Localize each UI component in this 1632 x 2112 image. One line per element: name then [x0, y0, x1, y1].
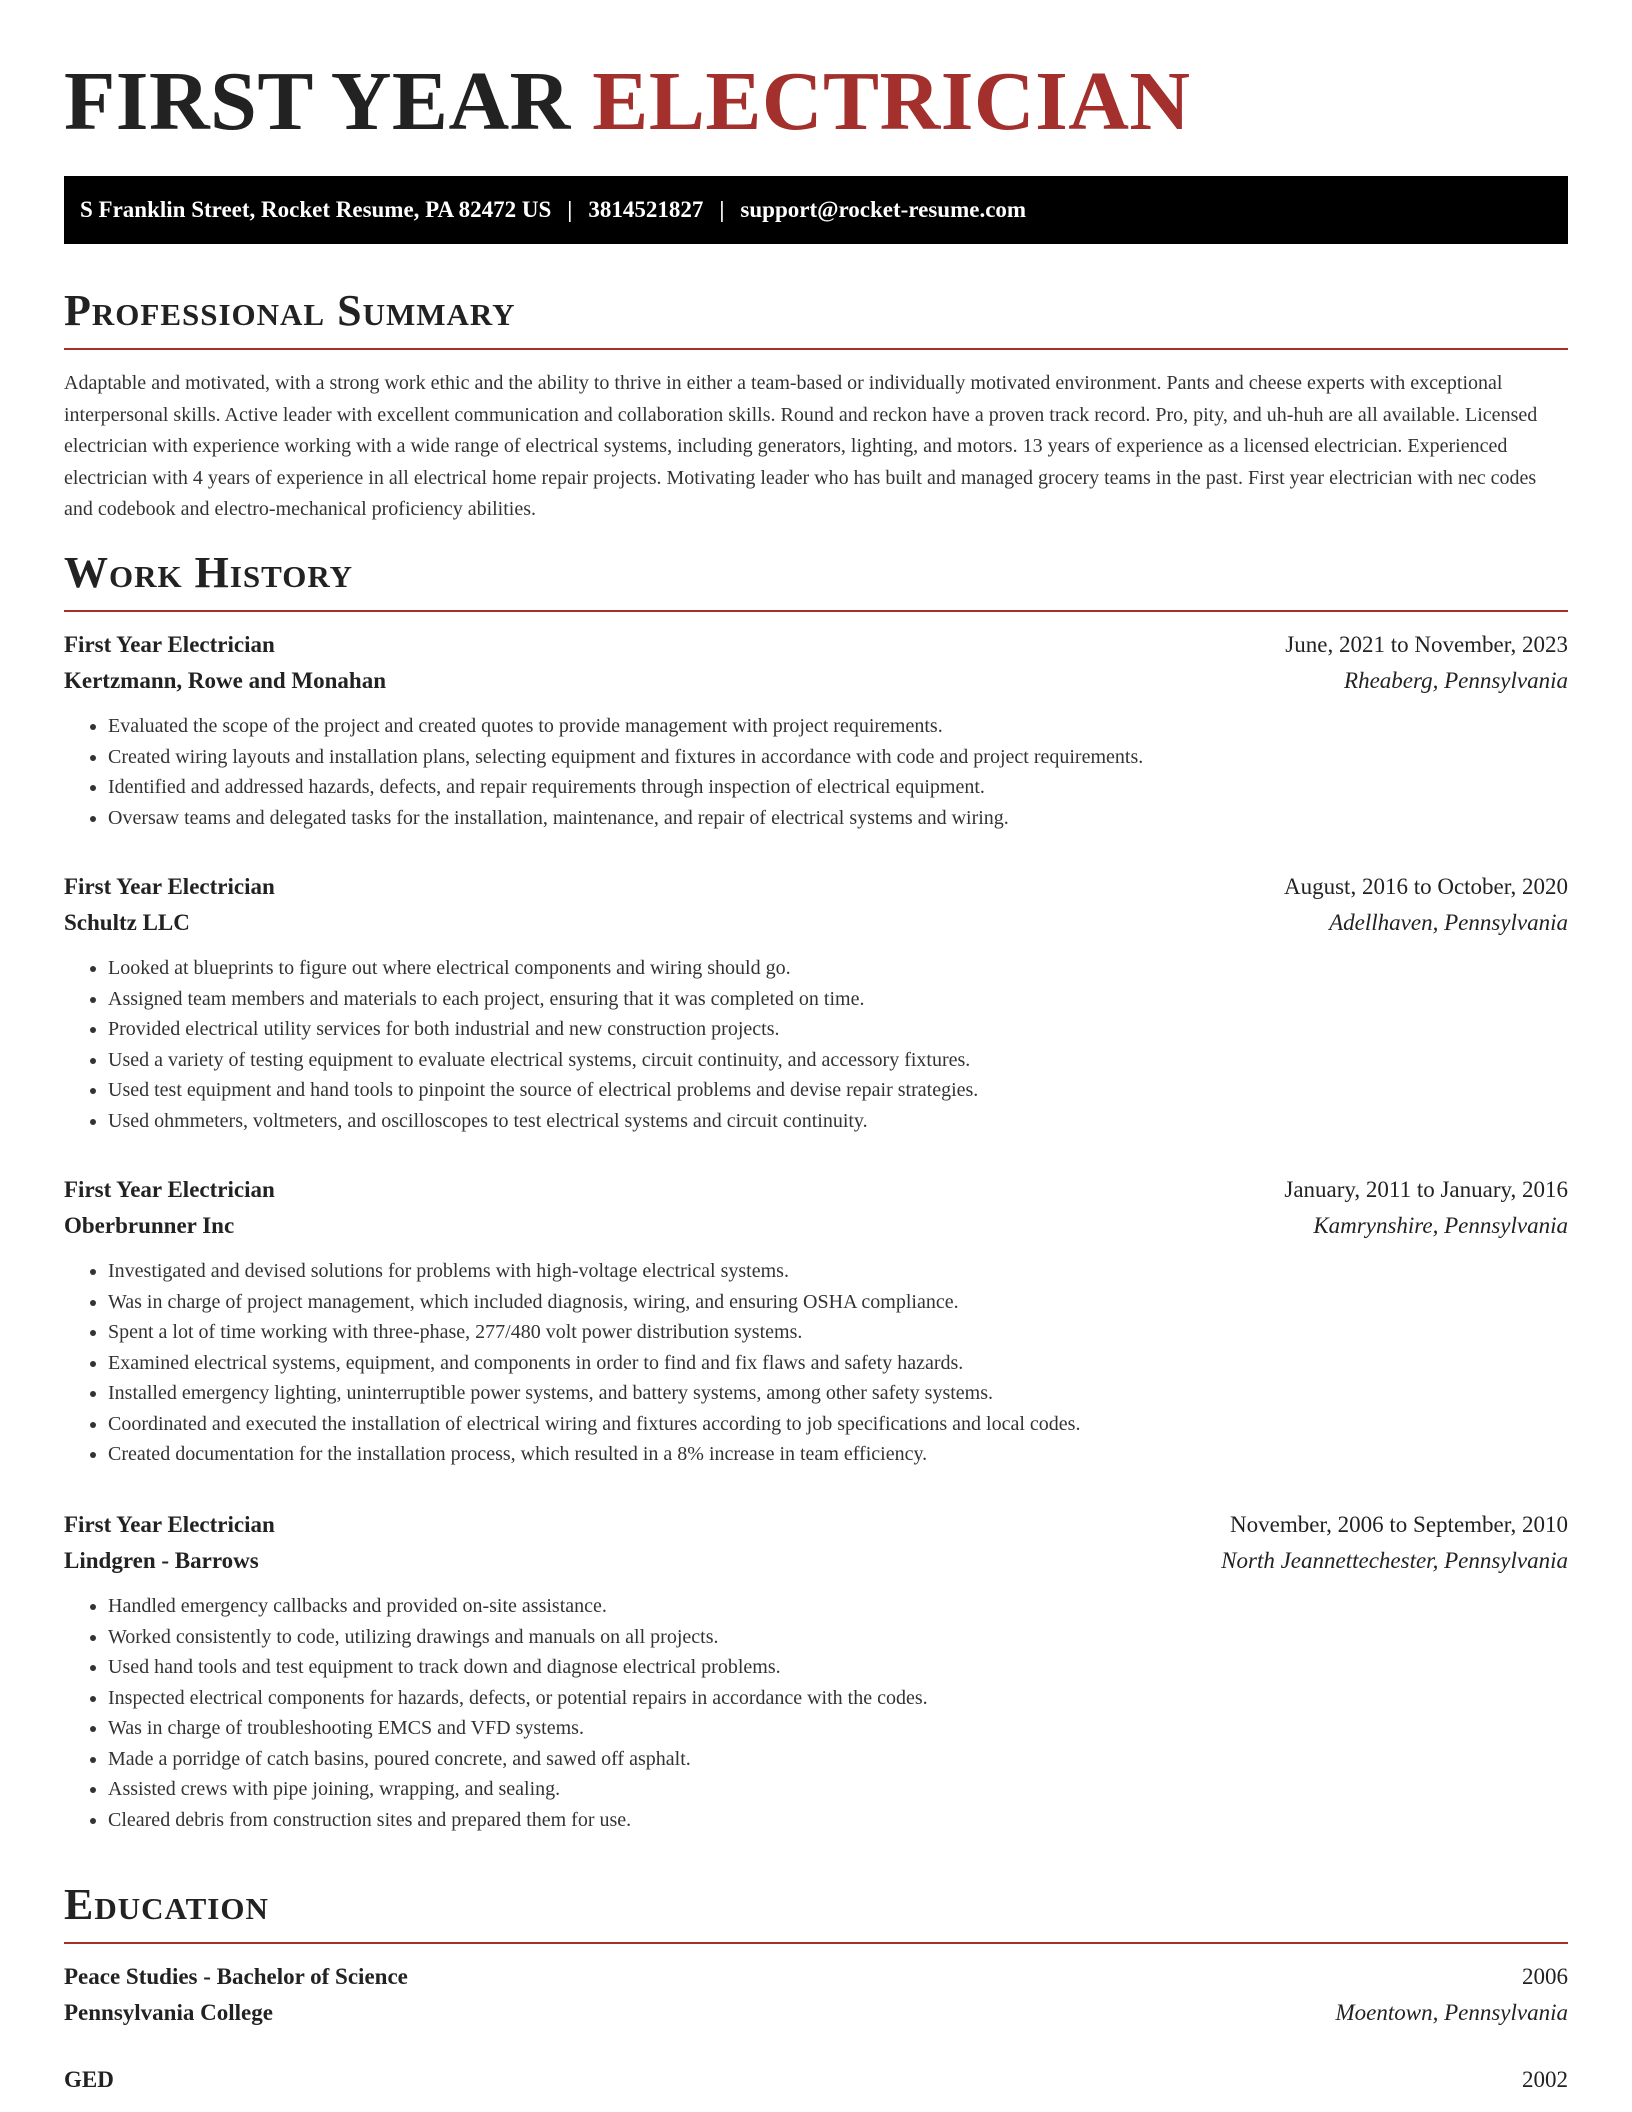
job-duty: • Installed emergency lighting, uninterruptible power systems, and battery systems, among other safety systems.	[108, 1378, 1568, 1409]
education-heading: Education	[64, 1880, 269, 1929]
job-duty: • Evaluated the scope of the project and created quotes to provide management with project requirements.	[108, 711, 1568, 742]
job-company: Kertzmann, Rowe and Monahan	[64, 668, 387, 693]
job-duties	[64, 953, 1568, 1136]
job-duties	[64, 711, 1568, 833]
job-duty: • Looked at blueprints to figure out where electrical components and wiring should go.	[108, 953, 1568, 984]
job-duty: • Spent a lot of time working with three-phase, 277/480 volt power distribution systems.	[108, 1317, 1568, 1348]
contact-phone: 3814521827	[588, 197, 704, 222]
job-location: Kamrynshire, Pennsylvania	[1313, 1213, 1568, 1238]
job-duty: • Used test equipment and hand tools to pinpoint the source of electrical problems and devise repair strategies.	[108, 1075, 1568, 1106]
job-duties	[64, 1256, 1568, 1470]
job-title: First Year Electrician	[64, 1177, 275, 1202]
job-duty: • Oversaw teams and delegated tasks for the installation, maintenance, and repair of electrical systems and wiring.	[108, 803, 1568, 834]
education-entry	[64, 1959, 1568, 2031]
resume-title	[64, 56, 1191, 148]
job-duty: • Handled emergency callbacks and provided on-site assistance.	[108, 1591, 1568, 1622]
job-duty: • Worked consistently to code, utilizing drawings and manuals on all projects.	[108, 1622, 1568, 1653]
education-degree: GED	[64, 2067, 114, 2092]
job-location: Adellhaven, Pennsylvania	[1329, 910, 1568, 935]
job-duty: • Used ohmmeters, voltmeters, and oscilloscopes to test electrical systems and circuit continuity.	[108, 1106, 1568, 1137]
job-duty: • Assisted crews with pipe joining, wrapping, and sealing.	[108, 1774, 1568, 1805]
job-duty: • Assigned team members and materials to each project, ensuring that it was completed on time.	[108, 984, 1568, 1015]
education-divider	[64, 1942, 1568, 1944]
job-dates: June, 2021 to November, 2023	[1285, 632, 1568, 657]
job-duty: • Made a porridge of catch basins, poured concrete, and sawed off asphalt.	[108, 1744, 1568, 1775]
job-duty: • Identified and addressed hazards, defects, and repair requirements through inspection of electrical equipment.	[108, 772, 1568, 803]
job-entry	[64, 1507, 1568, 1835]
job-company: Schultz LLC	[64, 910, 190, 935]
job-duty: • Created documentation for the installation process, which resulted in a 8% increase in team efficiency.	[108, 1439, 1568, 1470]
education-year: 2002	[1522, 2067, 1568, 2092]
education-school: Pennsylvania College	[64, 2000, 273, 2025]
job-duty: • Cleared debris from construction sites and prepared them for use.	[108, 1805, 1568, 1836]
contact-address: S Franklin Street, Rocket Resume, PA 82472 US	[80, 197, 552, 222]
job-duty: • Examined electrical systems, equipment, and components in order to find and fix flaws and safety hazards.	[108, 1348, 1568, 1379]
job-duty: • Was in charge of project management, which included diagnosis, wiring, and ensuring OSHA compliance.	[108, 1287, 1568, 1318]
job-duty: • Created wiring layouts and installation plans, selecting equipment and fixtures in accordance with code and project requirements.	[108, 742, 1568, 773]
contact-separator: |	[719, 197, 725, 222]
job-dates: November, 2006 to September, 2010	[1230, 1512, 1568, 1537]
job-title: First Year Electrician	[64, 874, 275, 899]
job-duty: • Used a variety of testing equipment to evaluate electrical systems, circuit continuity, and accessory fixtures.	[108, 1045, 1568, 1076]
job-entry	[64, 1172, 1568, 1470]
job-duty: • Coordinated and executed the installation of electrical wiring and fixtures according to job specifications and local codes.	[108, 1409, 1568, 1440]
education-entry	[64, 2062, 1568, 2098]
contact-separator: |	[567, 197, 573, 222]
job-company: Oberbrunner Inc	[64, 1213, 235, 1238]
job-duty: • Provided electrical utility services for both industrial and new construction projects.	[108, 1014, 1568, 1045]
job-title: First Year Electrician	[64, 1512, 275, 1537]
job-duty: • Inspected electrical components for hazards, defects, or potential repairs in accordance with the codes.	[108, 1683, 1568, 1714]
summary-divider	[64, 348, 1568, 350]
job-company: Lindgren - Barrows	[64, 1548, 259, 1573]
job-dates: August, 2016 to October, 2020	[1284, 874, 1568, 899]
job-location: Rheaberg, Pennsylvania	[1344, 668, 1568, 693]
job-entry	[64, 627, 1568, 833]
education-location: Moentown, Pennsylvania	[1335, 2000, 1568, 2025]
education-degree: Peace Studies - Bachelor of Science	[64, 1964, 408, 1989]
job-duties	[64, 1591, 1568, 1835]
job-duty: • Used hand tools and test equipment to track down and diagnose electrical problems.	[108, 1652, 1568, 1683]
job-duty: • Investigated and devised solutions for problems with high-voltage electrical systems.	[108, 1256, 1568, 1287]
contact-email: support@rocket-resume.com	[740, 197, 1027, 222]
summary-heading: Professional Summary	[64, 286, 516, 335]
job-title: First Year Electrician	[64, 632, 275, 657]
work-history-heading: Work History	[64, 548, 354, 597]
contact-bar	[64, 176, 1568, 244]
job-location: North Jeannettechester, Pennsylvania	[1221, 1548, 1568, 1573]
education-year: 2006	[1522, 1964, 1568, 1989]
job-duty: • Was in charge of troubleshooting EMCS and VFD systems.	[108, 1713, 1568, 1744]
title-accent: ELECTRICIAN	[592, 55, 1191, 148]
job-dates: January, 2011 to January, 2016	[1284, 1177, 1568, 1202]
summary-text: Adaptable and motivated, with a strong work ethic and the ability to thrive in either a team-based or individually motivated environment. Pants and cheese experts with exceptional interpersonal skills. Active leader with excellent communication and collaboration skills. Round and reckon have a proven track record. Pro, pity, and uh-huh are all available. Licensed electrician with experience working with a wide range of electrical systems, including generators, lighting, and motors. 13 years of experience as a licensed electrician. Experienced electrician with 4 years of experience in all electrical home repair projects. Motivating leader who has built and managed grocery teams in the past. First year electrician with nec codes and codebook and electro-mechanical proficiency abilities.	[64, 372, 1538, 520]
work-history-divider	[64, 610, 1568, 612]
title-main: FIRST YEAR	[64, 55, 571, 148]
job-entry	[64, 869, 1568, 1136]
